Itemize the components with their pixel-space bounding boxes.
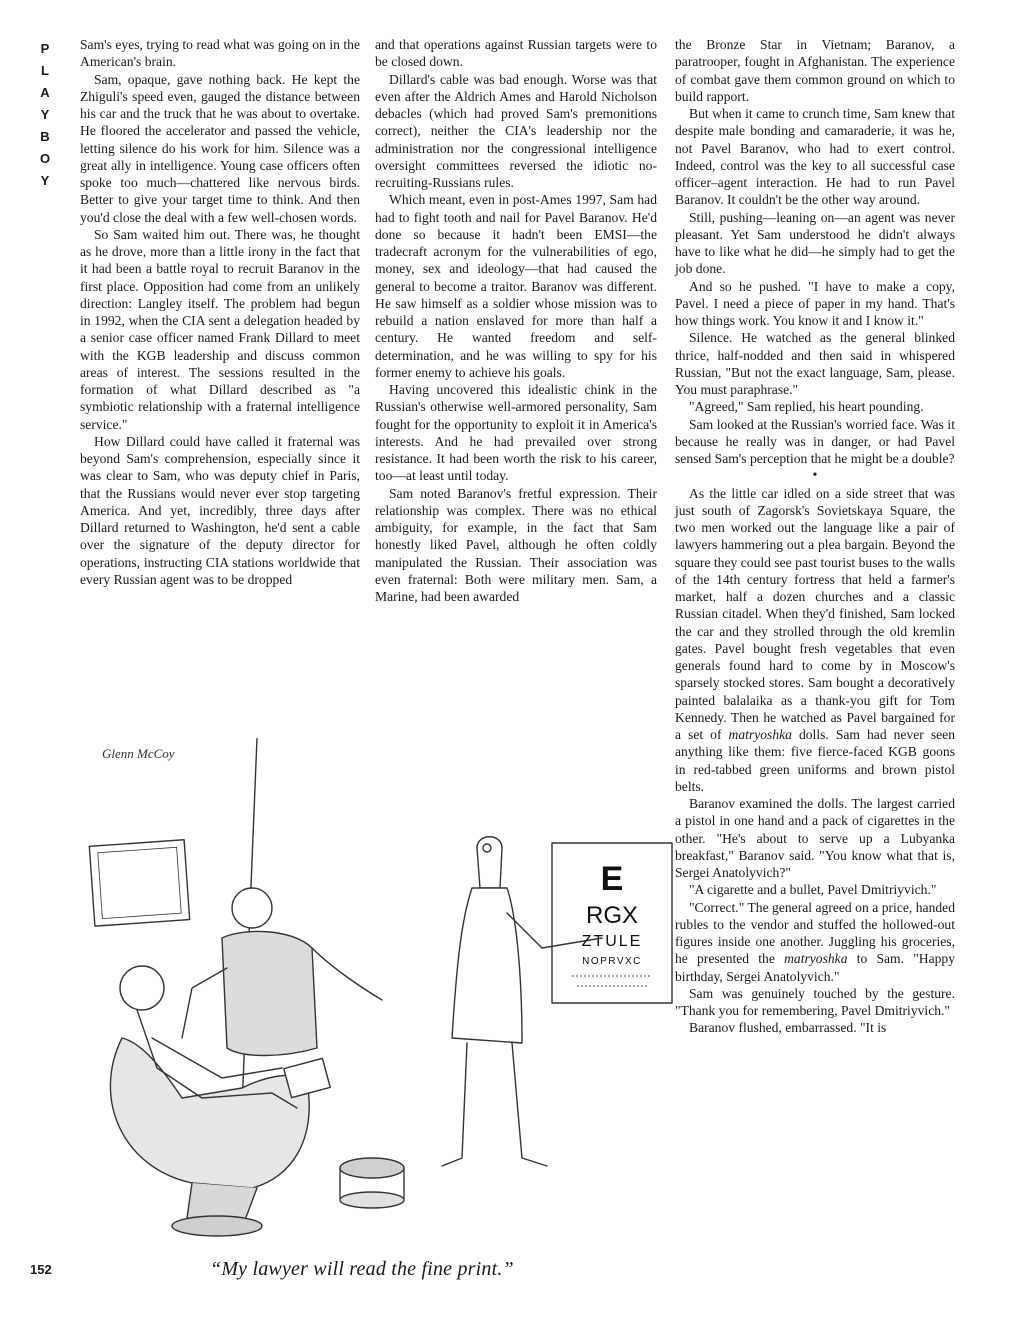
paragraph: But when it came to crunch time, Sam knew that despite male bonding and camaraderie, it was he, not Pavel Baranov, who had to exert control. Indeed, control was the key to all successful case officer–agent interaction. He had to run Pavel Baranov. It couldn't be the other way around.: [675, 106, 955, 208]
article-column-3: [675, 36, 955, 1037]
paragraph: And so he pushed. "I have to make a copy, Pavel. I need a piece of paper in my hand. That's how things work. You know it and I know it.": [675, 278, 955, 328]
masthead-letter: P: [40, 41, 50, 56]
article-column-2: [375, 36, 657, 605]
page-number: 152: [30, 1262, 52, 1277]
paragraph: Sam noted Baranov's fretful expression. Their relationship was complex. There was no ethical ambiguity, for example, in the fact that Sam honestly liked Pavel, although he often coldly manipulated the Russian. Their association was even fraternal: Both were military men. Sam, a Marine, had been awarded: [375, 485, 657, 604]
masthead-letter: Y: [40, 107, 50, 122]
paragraph: So Sam waited him out. There was, he thought as he drove, more than a little irony in the fact that it had been a battle royal to recruit Baranov in the first place. Opposition had come from an unlikely direction: Langley itself. The problem had begun in 1992, when the CIA sent a delegation headed by a senior case officer named Frank Dillard to meet with the KGB leadership and discuss common areas of interest. The sessions resulted in the formation of what Dillard described as "a symbiotic relationship with a fraternal intelligence service.": [80, 226, 360, 432]
paragraph: Baranov examined the dolls. The largest carried a pistol in one hand and a pack of cigarettes in the other. "He's about to serve up a Lubyanka breakfast," Baranov said. "You know what that is, Sergei Anatolyvich?": [675, 796, 955, 880]
masthead-letter: L: [41, 63, 49, 78]
paragraph: Sam was genuinely touched by the gesture. "Thank you for remembering, Pavel Dmitriyvich.": [675, 985, 955, 1018]
paragraph: Sam looked at the Russian's worried face. Was it because he really was in danger, or had Pavel sensed Sam's perception that he might be a double?: [675, 416, 955, 466]
paragraph: "Agreed," Sam replied, his heart pounding.: [689, 399, 924, 415]
paragraph: Still, pushing—leaning on—an agent was never pleasant. Yet Sam understood he didn't always have to like what he did—he simply had to get the job done.: [675, 209, 955, 277]
masthead-letter: B: [40, 129, 50, 144]
eye-chart-row-1: E: [600, 860, 624, 898]
masthead-letter: Y: [40, 173, 50, 188]
eye-chart-row-4: NOPRVXC: [582, 956, 642, 967]
eye-chart-row-3: ZTULE: [581, 933, 643, 950]
masthead-letter: O: [39, 151, 51, 166]
paragraph: and that operations against Russian targets were to be closed down.: [375, 37, 657, 70]
section-separator: •: [812, 468, 818, 484]
paragraph: How Dillard could have called it fraternal was beyond Sam's comprehension, especially since it was clear to Sam, who was deputy chief in Paris, that the Russians would never ever stop targeting America. And yet, incredibly, three days after Dillard returned to Washington, he'd sent a cable over the signature of the deputy director for operations, instructing CIA stations worldwide that every Russian agent was to be dropped: [80, 433, 360, 587]
paragraph: Having uncovered this idealistic chink in the Russian's otherwise well-armored personality, Sam fought for the opportunity to exploit it in America's interests. And he had prevailed over strong resistance. It had been worth the risk to his career, too—at least until today.: [375, 382, 657, 484]
paragraph: Sam, opaque, gave nothing back. He kept the Zhiguli's speed even, gauged the distance between his car and the truck that he was about to overtake. He floored the accelerator and passed the vehicle, letting silence do his work for him. Silence was a great ally in intelligence. Young case officers often spoke too much—chattered like nervous birds. Better to give your target time to think. And then you'd close the deal with a few well-chosen words.: [80, 71, 360, 225]
paragraph: "Correct." The general agreed on a price, handed rubles to the vendor and stuffed the hollowed-out figures inside one another. Juggling his groceries, he presented the matryoshka to Sam. "Happy birthday, Sergei Anatolyvich.": [675, 899, 955, 984]
masthead-letter: A: [40, 85, 50, 100]
cartoon-caption: “My lawyer will read the fine print.”: [210, 1258, 514, 1280]
paragraph: Dillard's cable was bad enough. Worse was that even after the Aldrich Ames and Harold Nicholson debacles (which had proved Sam's premonitions correct), neither the CIA's leadership nor the administration nor the congressional intelligence oversight committees reversed the idiotic no-recruiting-Russians rules.: [375, 71, 657, 190]
paragraph: Sam's eyes, trying to read what was going on in the American's brain.: [80, 37, 360, 70]
magazine-masthead: [30, 38, 60, 192]
paragraph: Which meant, even in post-Ames 1997, Sam had had to fight tooth and nail for Pavel Baranov. He'd done so because it hadn't been EMSI—the tradecraft acronym for the vulnerabilities of ego, money, sex and ideology—that had caused the general to become a traitor. Baranov was different. He saw himself as a soldier whose mission was to rebuild a nation enslaved for more than half a century. He wanted freedom and self-determination, and he was willing to spy for his former enemy to achieve his goals.: [375, 192, 657, 380]
eye-chart-row-2: RGX: [585, 902, 639, 929]
article-column-1: [80, 36, 360, 588]
paragraph: Silence. He watched as the general blinked thrice, half-nodded and then said in whispered Russian, "But not the exact language, Sam, please. You must paraphrase.": [675, 330, 955, 397]
cartoon-illustration: [82, 738, 677, 1248]
paragraph: As the little car idled on a side street that was just south of Zagorsk's Sovietskaya Square, the two men worked out the language like a pair of lawyers hammering out a plea bargain. Beyond the square they could see past tourist buses to the walls of the 14th century fortress that held a farmer's market, half a dozen churches and a classic Russian citadel. When they'd finished, Sam locked the car and they strolled through the old kremlin gates. Pavel bought fresh vegetables that even generals found hard to come by in Moscow's sparsely stocked stores. Sam bought a decoratively painted balalaika as a thank-you gift for Tom Kennedy. Then he watched as Pavel bargained for a set of matryoshka dolls. Sam had never seen anything like them: five fierce-faced KGB goons in red-tabbed green uniforms and brown pistol belts.: [675, 485, 955, 794]
paragraph: the Bronze Star in Vietnam; Baranov, a paratrooper, fought in Afghanistan. The experience of combat gave them common ground on which to build rapport.: [675, 37, 955, 104]
paragraph: "A cigarette and a bullet, Pavel Dmitriyvich.": [689, 882, 937, 898]
cartoonist-signature: Glenn McCoy: [102, 746, 175, 761]
paragraph: Baranov flushed, embarrassed. "It is: [689, 1020, 887, 1036]
